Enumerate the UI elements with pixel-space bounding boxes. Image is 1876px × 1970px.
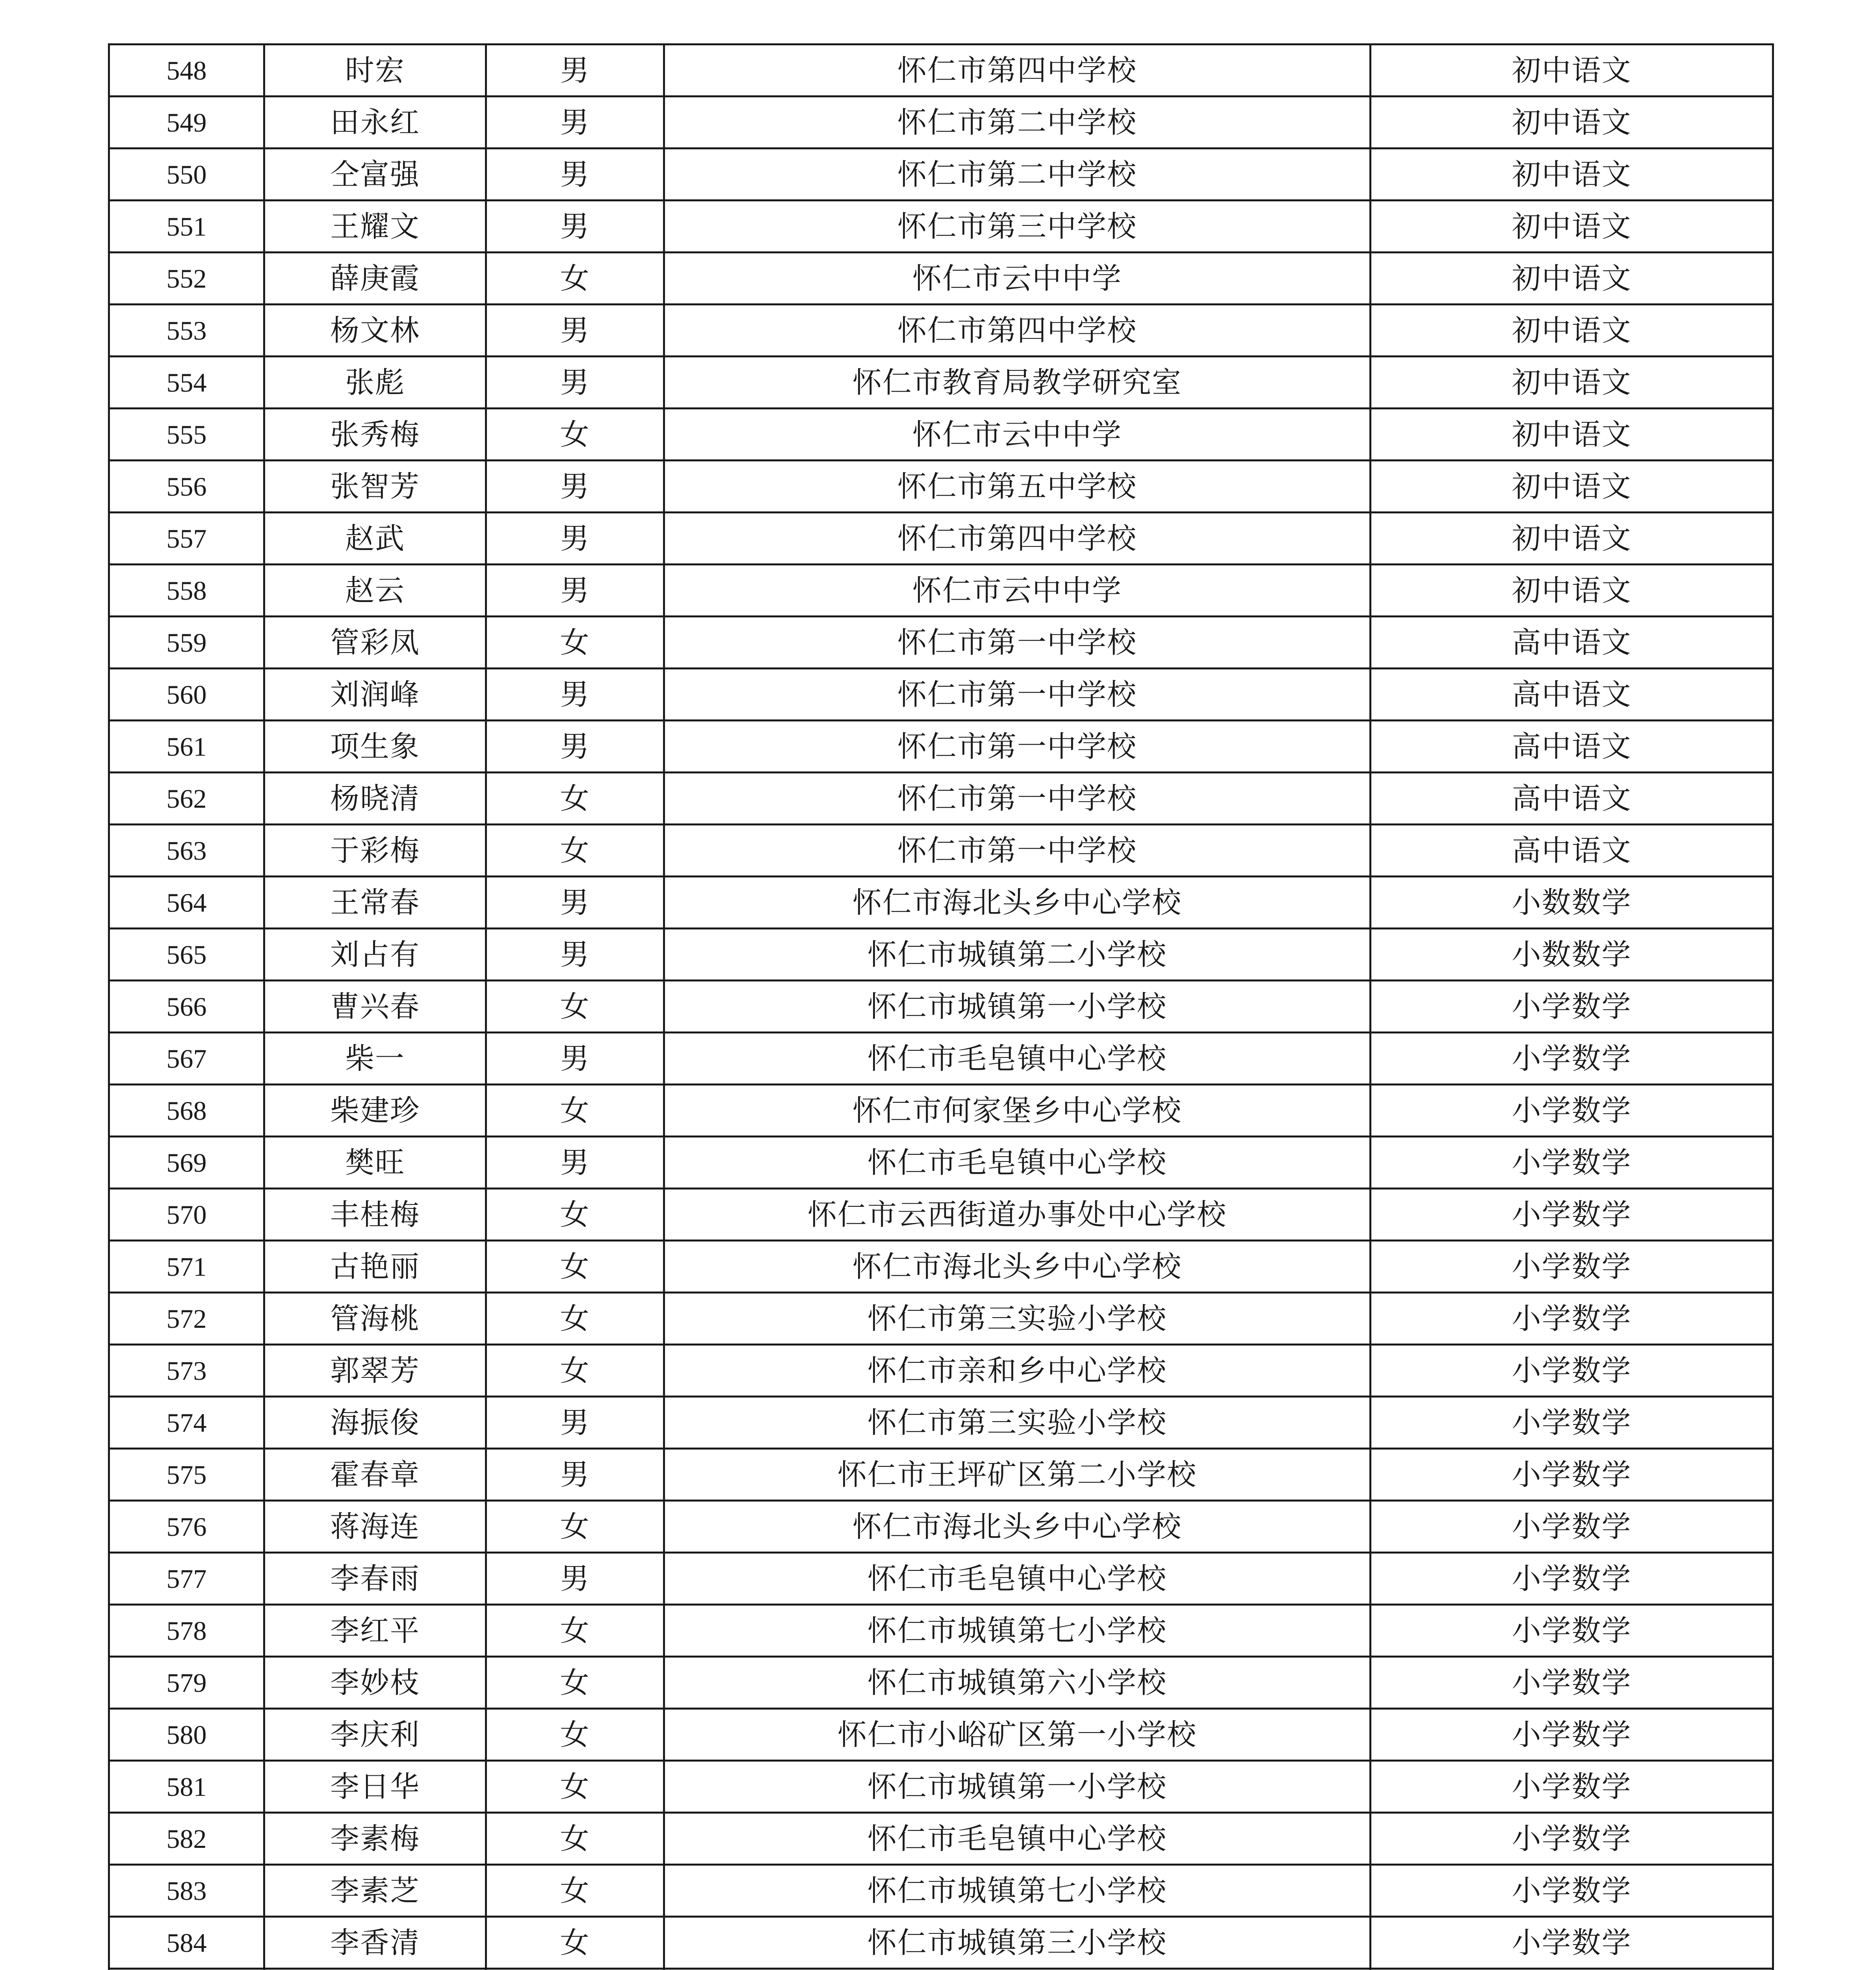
gender-cell: 女: [486, 1865, 664, 1917]
person-name-cell: 于彩梅: [264, 825, 486, 877]
table-row: [109, 617, 1773, 669]
person-name-cell: 李素芝: [264, 1865, 486, 1917]
school-cell: 怀仁市第一中学校: [664, 617, 1371, 669]
row-number-cell: 549: [109, 97, 264, 149]
row-number-cell: 555: [109, 409, 264, 461]
person-name-cell: 李妙枝: [264, 1657, 486, 1709]
table-row: [109, 1709, 1773, 1761]
school-cell: 怀仁市何家堡乡中心学校: [664, 1085, 1371, 1137]
table-row: [109, 773, 1773, 825]
school-cell: 怀仁市亲和乡中心学校: [664, 1345, 1371, 1397]
person-name-cell: 郭翠芳: [264, 1345, 486, 1397]
school-cell: [664, 1969, 1371, 1970]
person-name-cell: 张秀梅: [264, 409, 486, 461]
row-number-cell: 563: [109, 825, 264, 877]
subject-cell: 初中语文: [1371, 565, 1773, 617]
school-cell: 怀仁市第一中学校: [664, 721, 1371, 773]
row-number-cell: 572: [109, 1293, 264, 1345]
subject-cell: 高中语文: [1371, 721, 1773, 773]
row-number-cell: 556: [109, 461, 264, 513]
row-number-cell: 570: [109, 1189, 264, 1241]
gender-cell: 女: [486, 1189, 664, 1241]
school-cell: 怀仁市城镇第一小学校: [664, 1761, 1371, 1813]
subject-cell: 小数数学: [1371, 929, 1773, 981]
subject-cell: 初中语文: [1371, 357, 1773, 409]
subject-cell: 小学数学: [1371, 1917, 1773, 1969]
subject-cell: 高中语文: [1371, 825, 1773, 877]
gender-cell: 男: [486, 97, 664, 149]
table-row: [109, 1293, 1773, 1345]
row-number-cell: 584: [109, 1917, 264, 1969]
row-number-cell: 569: [109, 1137, 264, 1189]
school-cell: 怀仁市城镇第一小学校: [664, 981, 1371, 1033]
subject-cell: 初中语文: [1371, 513, 1773, 565]
person-name-cell: 柴建珍: [264, 1085, 486, 1137]
subject-cell: 小学数学: [1371, 1657, 1773, 1709]
subject-cell: 高中语文: [1371, 617, 1773, 669]
table-row: [109, 201, 1773, 253]
school-cell: 怀仁市云中中学: [664, 253, 1371, 305]
table-row: [109, 1033, 1773, 1085]
gender-cell: 男: [486, 1137, 664, 1189]
person-name-cell: 管彩凤: [264, 617, 486, 669]
person-name-cell: 管海桃: [264, 1293, 486, 1345]
school-cell: 怀仁市海北头乡中心学校: [664, 877, 1371, 929]
subject-cell: 小学数学: [1371, 1501, 1773, 1553]
table-row: [109, 253, 1773, 305]
subject-cell: 小学数学: [1371, 1605, 1773, 1657]
gender-cell: 女: [486, 1501, 664, 1553]
subject-cell: 初中语文: [1371, 461, 1773, 513]
school-cell: 怀仁市海北头乡中心学校: [664, 1501, 1371, 1553]
gender-cell: 女: [486, 409, 664, 461]
school-cell: 怀仁市第五中学校: [664, 461, 1371, 513]
gender-cell: 女: [486, 1293, 664, 1345]
person-name-cell: 王耀文: [264, 201, 486, 253]
table-row: [109, 1969, 1773, 1970]
person-name-cell: 刘占有: [264, 929, 486, 981]
subject-cell: 小学数学: [1371, 1189, 1773, 1241]
row-number-cell: 567: [109, 1033, 264, 1085]
person-name-cell: 李日华: [264, 1761, 486, 1813]
table-row: [109, 1241, 1773, 1293]
school-cell: 怀仁市第三中学校: [664, 201, 1371, 253]
person-name-cell: 李庆利: [264, 1709, 486, 1761]
gender-cell: 男: [486, 1397, 664, 1449]
school-cell: 怀仁市城镇第七小学校: [664, 1605, 1371, 1657]
person-name-cell: [264, 1969, 486, 1970]
subject-cell: 初中语文: [1371, 97, 1773, 149]
subject-cell: 初中语文: [1371, 149, 1773, 201]
row-number-cell: 573: [109, 1345, 264, 1397]
school-cell: 怀仁市城镇第二小学校: [664, 929, 1371, 981]
table-row: [109, 1189, 1773, 1241]
person-name-cell: 柴一: [264, 1033, 486, 1085]
table-row: [109, 1865, 1773, 1917]
row-number-cell: 550: [109, 149, 264, 201]
gender-cell: 男: [486, 1553, 664, 1605]
table-row: [109, 877, 1773, 929]
school-cell: 怀仁市第四中学校: [664, 305, 1371, 357]
subject-cell: 初中语文: [1371, 45, 1773, 97]
roster-table: [108, 43, 1774, 1970]
row-number-cell: 581: [109, 1761, 264, 1813]
table-row: [109, 1449, 1773, 1501]
table-row: [109, 1397, 1773, 1449]
table-row: [109, 149, 1773, 201]
person-name-cell: 蒋海连: [264, 1501, 486, 1553]
school-cell: 怀仁市教育局教学研究室: [664, 357, 1371, 409]
subject-cell: 小学数学: [1371, 1813, 1773, 1865]
subject-cell: 高中语文: [1371, 669, 1773, 721]
person-name-cell: 项生象: [264, 721, 486, 773]
gender-cell: 男: [486, 149, 664, 201]
table-row: [109, 357, 1773, 409]
school-cell: 怀仁市小峪矿区第一小学校: [664, 1709, 1371, 1761]
person-name-cell: 张智芳: [264, 461, 486, 513]
table-row: [109, 1137, 1773, 1189]
subject-cell: 小学数学: [1371, 1293, 1773, 1345]
school-cell: 怀仁市云西街道办事处中心学校: [664, 1189, 1371, 1241]
table-row: [109, 45, 1773, 97]
row-number-cell: 574: [109, 1397, 264, 1449]
school-cell: 怀仁市第一中学校: [664, 669, 1371, 721]
school-cell: 怀仁市第四中学校: [664, 45, 1371, 97]
school-cell: 怀仁市第三实验小学校: [664, 1397, 1371, 1449]
person-name-cell: 丰桂梅: [264, 1189, 486, 1241]
person-name-cell: 王常春: [264, 877, 486, 929]
school-cell: 怀仁市城镇第三小学校: [664, 1917, 1371, 1969]
gender-cell: 女: [486, 617, 664, 669]
school-cell: 怀仁市毛皂镇中心学校: [664, 1033, 1371, 1085]
person-name-cell: 田永红: [264, 97, 486, 149]
subject-cell: 小学数学: [1371, 1865, 1773, 1917]
gender-cell: 女: [486, 1085, 664, 1137]
table-row: [109, 1501, 1773, 1553]
person-name-cell: 张彪: [264, 357, 486, 409]
person-name-cell: 樊旺: [264, 1137, 486, 1189]
table-row: [109, 1553, 1773, 1605]
row-number-cell: 579: [109, 1657, 264, 1709]
gender-cell: 女: [486, 1917, 664, 1969]
subject-cell: 初中语文: [1371, 409, 1773, 461]
table-row: [109, 513, 1773, 565]
person-name-cell: 海振俊: [264, 1397, 486, 1449]
gender-cell: 男: [486, 461, 664, 513]
table-row: [109, 565, 1773, 617]
subject-cell: 小学数学: [1371, 1241, 1773, 1293]
row-number-cell: 552: [109, 253, 264, 305]
row-number-cell: 558: [109, 565, 264, 617]
gender-cell: 男: [486, 45, 664, 97]
subject-cell: [1371, 1969, 1773, 1970]
school-cell: 怀仁市毛皂镇中心学校: [664, 1553, 1371, 1605]
table-row: [109, 825, 1773, 877]
gender-cell: [486, 1969, 664, 1970]
gender-cell: 男: [486, 565, 664, 617]
table-row: [109, 305, 1773, 357]
gender-cell: 男: [486, 877, 664, 929]
subject-cell: 初中语文: [1371, 305, 1773, 357]
gender-cell: 女: [486, 825, 664, 877]
school-cell: 怀仁市第一中学校: [664, 773, 1371, 825]
row-number-cell: 568: [109, 1085, 264, 1137]
gender-cell: 女: [486, 1709, 664, 1761]
school-cell: 怀仁市毛皂镇中心学校: [664, 1813, 1371, 1865]
subject-cell: 小学数学: [1371, 1085, 1773, 1137]
person-name-cell: 李香清: [264, 1917, 486, 1969]
table-row: [109, 1761, 1773, 1813]
subject-cell: 小数数学: [1371, 877, 1773, 929]
gender-cell: 女: [486, 1345, 664, 1397]
subject-cell: 小学数学: [1371, 1761, 1773, 1813]
row-number-cell: 548: [109, 45, 264, 97]
row-number-cell: 554: [109, 357, 264, 409]
row-number-cell: 562: [109, 773, 264, 825]
gender-cell: 男: [486, 305, 664, 357]
gender-cell: 男: [486, 929, 664, 981]
subject-cell: 小学数学: [1371, 1449, 1773, 1501]
row-number-cell: 566: [109, 981, 264, 1033]
gender-cell: 男: [486, 669, 664, 721]
table-row: [109, 721, 1773, 773]
person-name-cell: 仝富强: [264, 149, 486, 201]
row-number-cell: 571: [109, 1241, 264, 1293]
subject-cell: 高中语文: [1371, 773, 1773, 825]
subject-cell: 小学数学: [1371, 1397, 1773, 1449]
person-name-cell: 古艳丽: [264, 1241, 486, 1293]
gender-cell: 女: [486, 1241, 664, 1293]
row-number-cell: 565: [109, 929, 264, 981]
person-name-cell: 赵武: [264, 513, 486, 565]
subject-cell: 小学数学: [1371, 1709, 1773, 1761]
table-row: [109, 1813, 1773, 1865]
row-number-cell: 561: [109, 721, 264, 773]
table-row: [109, 1917, 1773, 1969]
row-number-cell: 557: [109, 513, 264, 565]
table-row: [109, 981, 1773, 1033]
row-number-cell: 578: [109, 1605, 264, 1657]
row-number-cell: 582: [109, 1813, 264, 1865]
gender-cell: 男: [486, 1449, 664, 1501]
gender-cell: 女: [486, 981, 664, 1033]
gender-cell: 女: [486, 1605, 664, 1657]
school-cell: 怀仁市第二中学校: [664, 149, 1371, 201]
row-number-cell: [109, 1969, 264, 1970]
row-number-cell: 580: [109, 1709, 264, 1761]
table-row: [109, 409, 1773, 461]
person-name-cell: 赵云: [264, 565, 486, 617]
school-cell: 怀仁市第四中学校: [664, 513, 1371, 565]
person-name-cell: 李红平: [264, 1605, 486, 1657]
person-name-cell: 杨晓清: [264, 773, 486, 825]
person-name-cell: 刘润峰: [264, 669, 486, 721]
gender-cell: 男: [486, 201, 664, 253]
school-cell: 怀仁市城镇第六小学校: [664, 1657, 1371, 1709]
gender-cell: 女: [486, 1761, 664, 1813]
person-name-cell: 霍春章: [264, 1449, 486, 1501]
person-name-cell: 李春雨: [264, 1553, 486, 1605]
subject-cell: 初中语文: [1371, 253, 1773, 305]
person-name-cell: 杨文林: [264, 305, 486, 357]
table-row: [109, 1605, 1773, 1657]
school-cell: 怀仁市云中中学: [664, 565, 1371, 617]
table-row: [109, 1345, 1773, 1397]
gender-cell: 女: [486, 1813, 664, 1865]
gender-cell: 女: [486, 253, 664, 305]
gender-cell: 男: [486, 357, 664, 409]
subject-cell: 小学数学: [1371, 1137, 1773, 1189]
school-cell: 怀仁市海北头乡中心学校: [664, 1241, 1371, 1293]
table-row: [109, 1657, 1773, 1709]
table-row: [109, 1085, 1773, 1137]
person-name-cell: 时宏: [264, 45, 486, 97]
subject-cell: 小学数学: [1371, 1553, 1773, 1605]
gender-cell: 女: [486, 1657, 664, 1709]
row-number-cell: 551: [109, 201, 264, 253]
gender-cell: 男: [486, 1033, 664, 1085]
person-name-cell: 李素梅: [264, 1813, 486, 1865]
gender-cell: 女: [486, 773, 664, 825]
school-cell: 怀仁市城镇第七小学校: [664, 1865, 1371, 1917]
subject-cell: 初中语文: [1371, 201, 1773, 253]
school-cell: 怀仁市第一中学校: [664, 825, 1371, 877]
subject-cell: 小学数学: [1371, 1033, 1773, 1085]
row-number-cell: 577: [109, 1553, 264, 1605]
table-row: [109, 461, 1773, 513]
school-cell: 怀仁市第三实验小学校: [664, 1293, 1371, 1345]
table-row: [109, 929, 1773, 981]
person-name-cell: 薛庚霞: [264, 253, 486, 305]
school-cell: 怀仁市第二中学校: [664, 97, 1371, 149]
person-name-cell: 曹兴春: [264, 981, 486, 1033]
gender-cell: 男: [486, 721, 664, 773]
row-number-cell: 553: [109, 305, 264, 357]
school-cell: 怀仁市王坪矿区第二小学校: [664, 1449, 1371, 1501]
school-cell: 怀仁市毛皂镇中心学校: [664, 1137, 1371, 1189]
gender-cell: 男: [486, 513, 664, 565]
school-cell: 怀仁市云中中学: [664, 409, 1371, 461]
row-number-cell: 576: [109, 1501, 264, 1553]
subject-cell: 小学数学: [1371, 1345, 1773, 1397]
roster-table-body: [109, 45, 1773, 1970]
table-row: [109, 97, 1773, 149]
row-number-cell: 583: [109, 1865, 264, 1917]
row-number-cell: 575: [109, 1449, 264, 1501]
row-number-cell: 560: [109, 669, 264, 721]
roster-table-container: [108, 43, 1772, 1970]
table-row: [109, 669, 1773, 721]
row-number-cell: 564: [109, 877, 264, 929]
subject-cell: 小学数学: [1371, 981, 1773, 1033]
row-number-cell: 559: [109, 617, 264, 669]
